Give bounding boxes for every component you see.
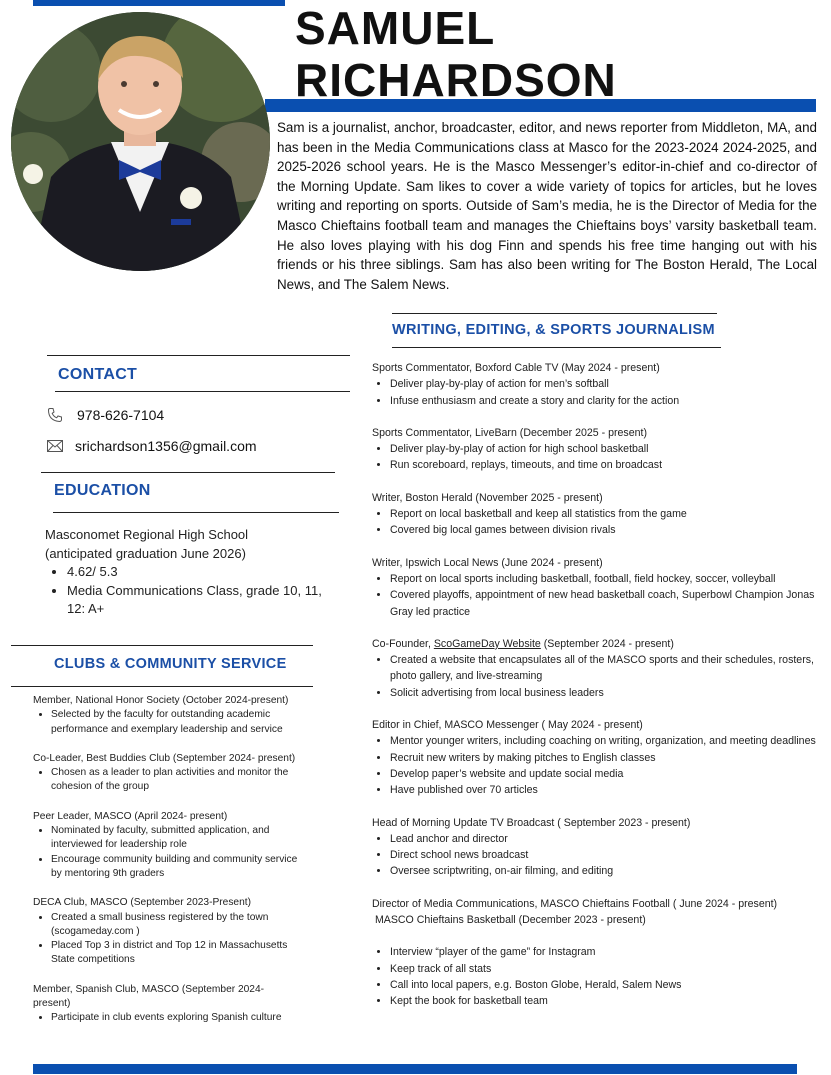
- name-title: [295, 2, 617, 106]
- email-address[interactable]: srichardson1356@gmail.com: [75, 438, 257, 454]
- club-title: DECA Club, MASCO (September 2023-Present): [33, 897, 251, 909]
- club-item: • Selected by the faculty for outstanding academic performance and exemplary leadership and service: [51, 708, 298, 737]
- job-title: Director of Media Communications, MASCO Chieftains Football ( June 2024 - present): [372, 897, 778, 910]
- clubs-bottom-divider: [11, 686, 313, 687]
- job-item: • Keep track of all stats: [390, 961, 824, 977]
- club-title: Peer Leader, MASCO (April 2024- present): [33, 810, 228, 822]
- job-item: • Interview “player of the game” for Instagram: [390, 944, 824, 960]
- education-block: [45, 526, 335, 619]
- education-bottom-divider: [53, 512, 339, 513]
- job-entry: [372, 815, 824, 880]
- bio-paragraph: Sam is a journalist, anchor, broadcaster, editor, and news reporter from Middleton, MA, and has been in the Media Communications class at Masco for the 2023-2024 2024-2025, and 2025-2026 school years. He is the Masco Messenger’s editor-in-chief and co-director of the Morning Update. Sam likes to cover a wide variety of topics for articles, but he loves writing and reporting on sports. Outside of Sam’s media, he is the Director of Media for the Masco Chieftains football team and manages the Chieftains boys’ varsity basketball team. He also loves playing with his dog Finn and spends his free time hanging out with his friends or his three siblings. Sam has also been writing for The Boston Herald, The Local News, and The Salem News.: [277, 120, 817, 292]
- first-name: SAMUEL: [295, 2, 496, 54]
- job-entry: [372, 555, 824, 620]
- clubs-heading: CLUBS & COMMUNITY SERVICE: [54, 656, 287, 672]
- club-item: • Chosen as a leader to plan activities and monitor the cohesion of the group: [51, 766, 298, 795]
- job-item: • Created a website that encapsulates all of the MASCO sports and their schedules, rosters, photo gallery, and live-streaming: [390, 652, 824, 685]
- email-row: [47, 438, 257, 454]
- job-item: • Covered playoffs, appointment of new head basketball coach, Superbowl Champion Jonas Gray led practice: [390, 587, 824, 620]
- job-title: Writer, Ipswich Local News (June 2024 - present): [372, 556, 603, 569]
- job-item: • Infuse enthusiasm and create a story and clarity for the action: [390, 393, 824, 409]
- club-item: • Created a small business registered by the town (scogameday.com ): [51, 911, 298, 940]
- phone-icon: [47, 407, 63, 423]
- club-entry: [33, 810, 298, 881]
- job-entry: [372, 360, 824, 409]
- job-entry: [372, 425, 824, 474]
- job-entry-cofounder: [372, 636, 824, 701]
- writing-list: [372, 360, 824, 1010]
- contact-heading: CONTACT: [58, 366, 138, 383]
- job-title: MASCO Chieftains Basketball (December 2023 - present): [372, 914, 646, 927]
- profile-photo-illustration: [11, 12, 270, 271]
- job-item: • Recruit new writers by making pitches to English classes: [390, 750, 824, 766]
- scogameday-link[interactable]: ScoGameDay Website: [433, 637, 541, 650]
- phone-row: [47, 407, 164, 423]
- clubs-top-divider: [11, 645, 313, 646]
- club-entry: [33, 752, 298, 795]
- education-item: • Media Communications Class, grade 10, 11, 12: A+: [67, 582, 335, 619]
- club-entry: [33, 896, 298, 967]
- job-entry: [372, 490, 824, 539]
- top-accent-bar: [33, 0, 285, 6]
- job-item: • Report on local basketball and keep all statistics from the game: [390, 506, 824, 522]
- envelope-icon: [47, 440, 63, 452]
- bottom-accent-bar: [33, 1064, 797, 1074]
- job-title: Head of Morning Update TV Broadcast ( September 2023 - present): [372, 816, 691, 829]
- writing-heading: WRITING, EDITING, & SPORTS JOURNALISM: [392, 322, 715, 338]
- job-title: Writer, Boston Herald (November 2025 - present): [372, 491, 603, 504]
- job-item: • Run scoreboard, replays, timeouts, and time on broadcast: [390, 457, 824, 473]
- job-item: • Mentor younger writers, including coaching on writing, organization, and meeting deadlines: [390, 733, 824, 749]
- club-item: • Nominated by faculty, submitted application, and interviewed for leadership role: [51, 824, 298, 853]
- club-entry: [33, 983, 298, 1026]
- school-name: Masconomet Regional High School: [45, 527, 249, 542]
- job-title: [372, 636, 824, 652]
- job-item: • Covered big local games between division rivals: [390, 522, 824, 538]
- club-title: Member, National Honor Society (October 2024-present): [33, 695, 289, 706]
- job-item: • Deliver play-by-play of action for high school basketball: [390, 441, 824, 457]
- job-entry: [372, 717, 824, 798]
- last-name: RICHARDSON: [295, 54, 617, 106]
- job-entry-director: [372, 896, 824, 1010]
- club-title: Co-Leader, Best Buddies Club (September 2024- present): [33, 752, 296, 764]
- club-item: • Participate in club events exploring Spanish culture: [51, 1011, 298, 1025]
- writing-top-divider: [392, 313, 717, 314]
- job-item: • Lead anchor and director: [390, 831, 824, 847]
- club-entry: [33, 694, 298, 737]
- contact-bottom-divider: [55, 391, 350, 392]
- job-item: • Oversee scriptwriting, on-air filming, and editing: [390, 863, 824, 879]
- job-title: Sports Commentator, Boxford Cable TV (May 2024 - present): [372, 362, 660, 374]
- club-item: • Placed Top 3 in district and Top 12 in Massachusetts State competitions: [51, 939, 298, 968]
- contact-top-divider: [47, 355, 350, 356]
- job-item: • Report on local sports including basketball, football, field hockey, soccer, volleyball: [390, 571, 824, 587]
- job-item: • Kept the book for basketball team: [390, 993, 824, 1009]
- phone-number: 978-626-7104: [77, 407, 165, 423]
- job-title: Sports Commentator, LiveBarn (December 2025 - present): [372, 426, 647, 439]
- job-item: • Direct school news broadcast: [390, 847, 824, 863]
- club-title: Member, Spanish Club, MASCO (September 2024-present): [33, 983, 265, 1010]
- job-item: • Have published over 70 articles: [390, 782, 824, 798]
- job-title: Editor in Chief, MASCO Messenger ( May 2024 - present): [372, 719, 643, 732]
- club-item: • Encourage community building and community service by mentoring 9th graders: [51, 853, 298, 882]
- education-item: • 4.62/ 5.3: [67, 563, 335, 582]
- writing-bottom-divider: [392, 347, 721, 348]
- cofounder-prefix: Co-Founder,: [372, 637, 434, 650]
- clubs-list: [33, 694, 298, 1026]
- graduation-date: (anticipated graduation June 2026): [45, 545, 246, 561]
- job-item: • Develop paper’s website and update social media: [390, 766, 824, 782]
- education-heading: EDUCATION: [54, 482, 151, 499]
- job-item: • Deliver play-by-play of action for men’s softball: [390, 376, 824, 392]
- education-top-divider: [41, 472, 335, 473]
- job-item: • Solicit advertising from local business leaders: [390, 685, 824, 701]
- cofounder-suffix: (September 2024 - present): [540, 637, 674, 650]
- profile-photo: [11, 12, 270, 271]
- job-item: • Call into local papers, e.g. Boston Globe, Herald, Salem News: [390, 977, 824, 993]
